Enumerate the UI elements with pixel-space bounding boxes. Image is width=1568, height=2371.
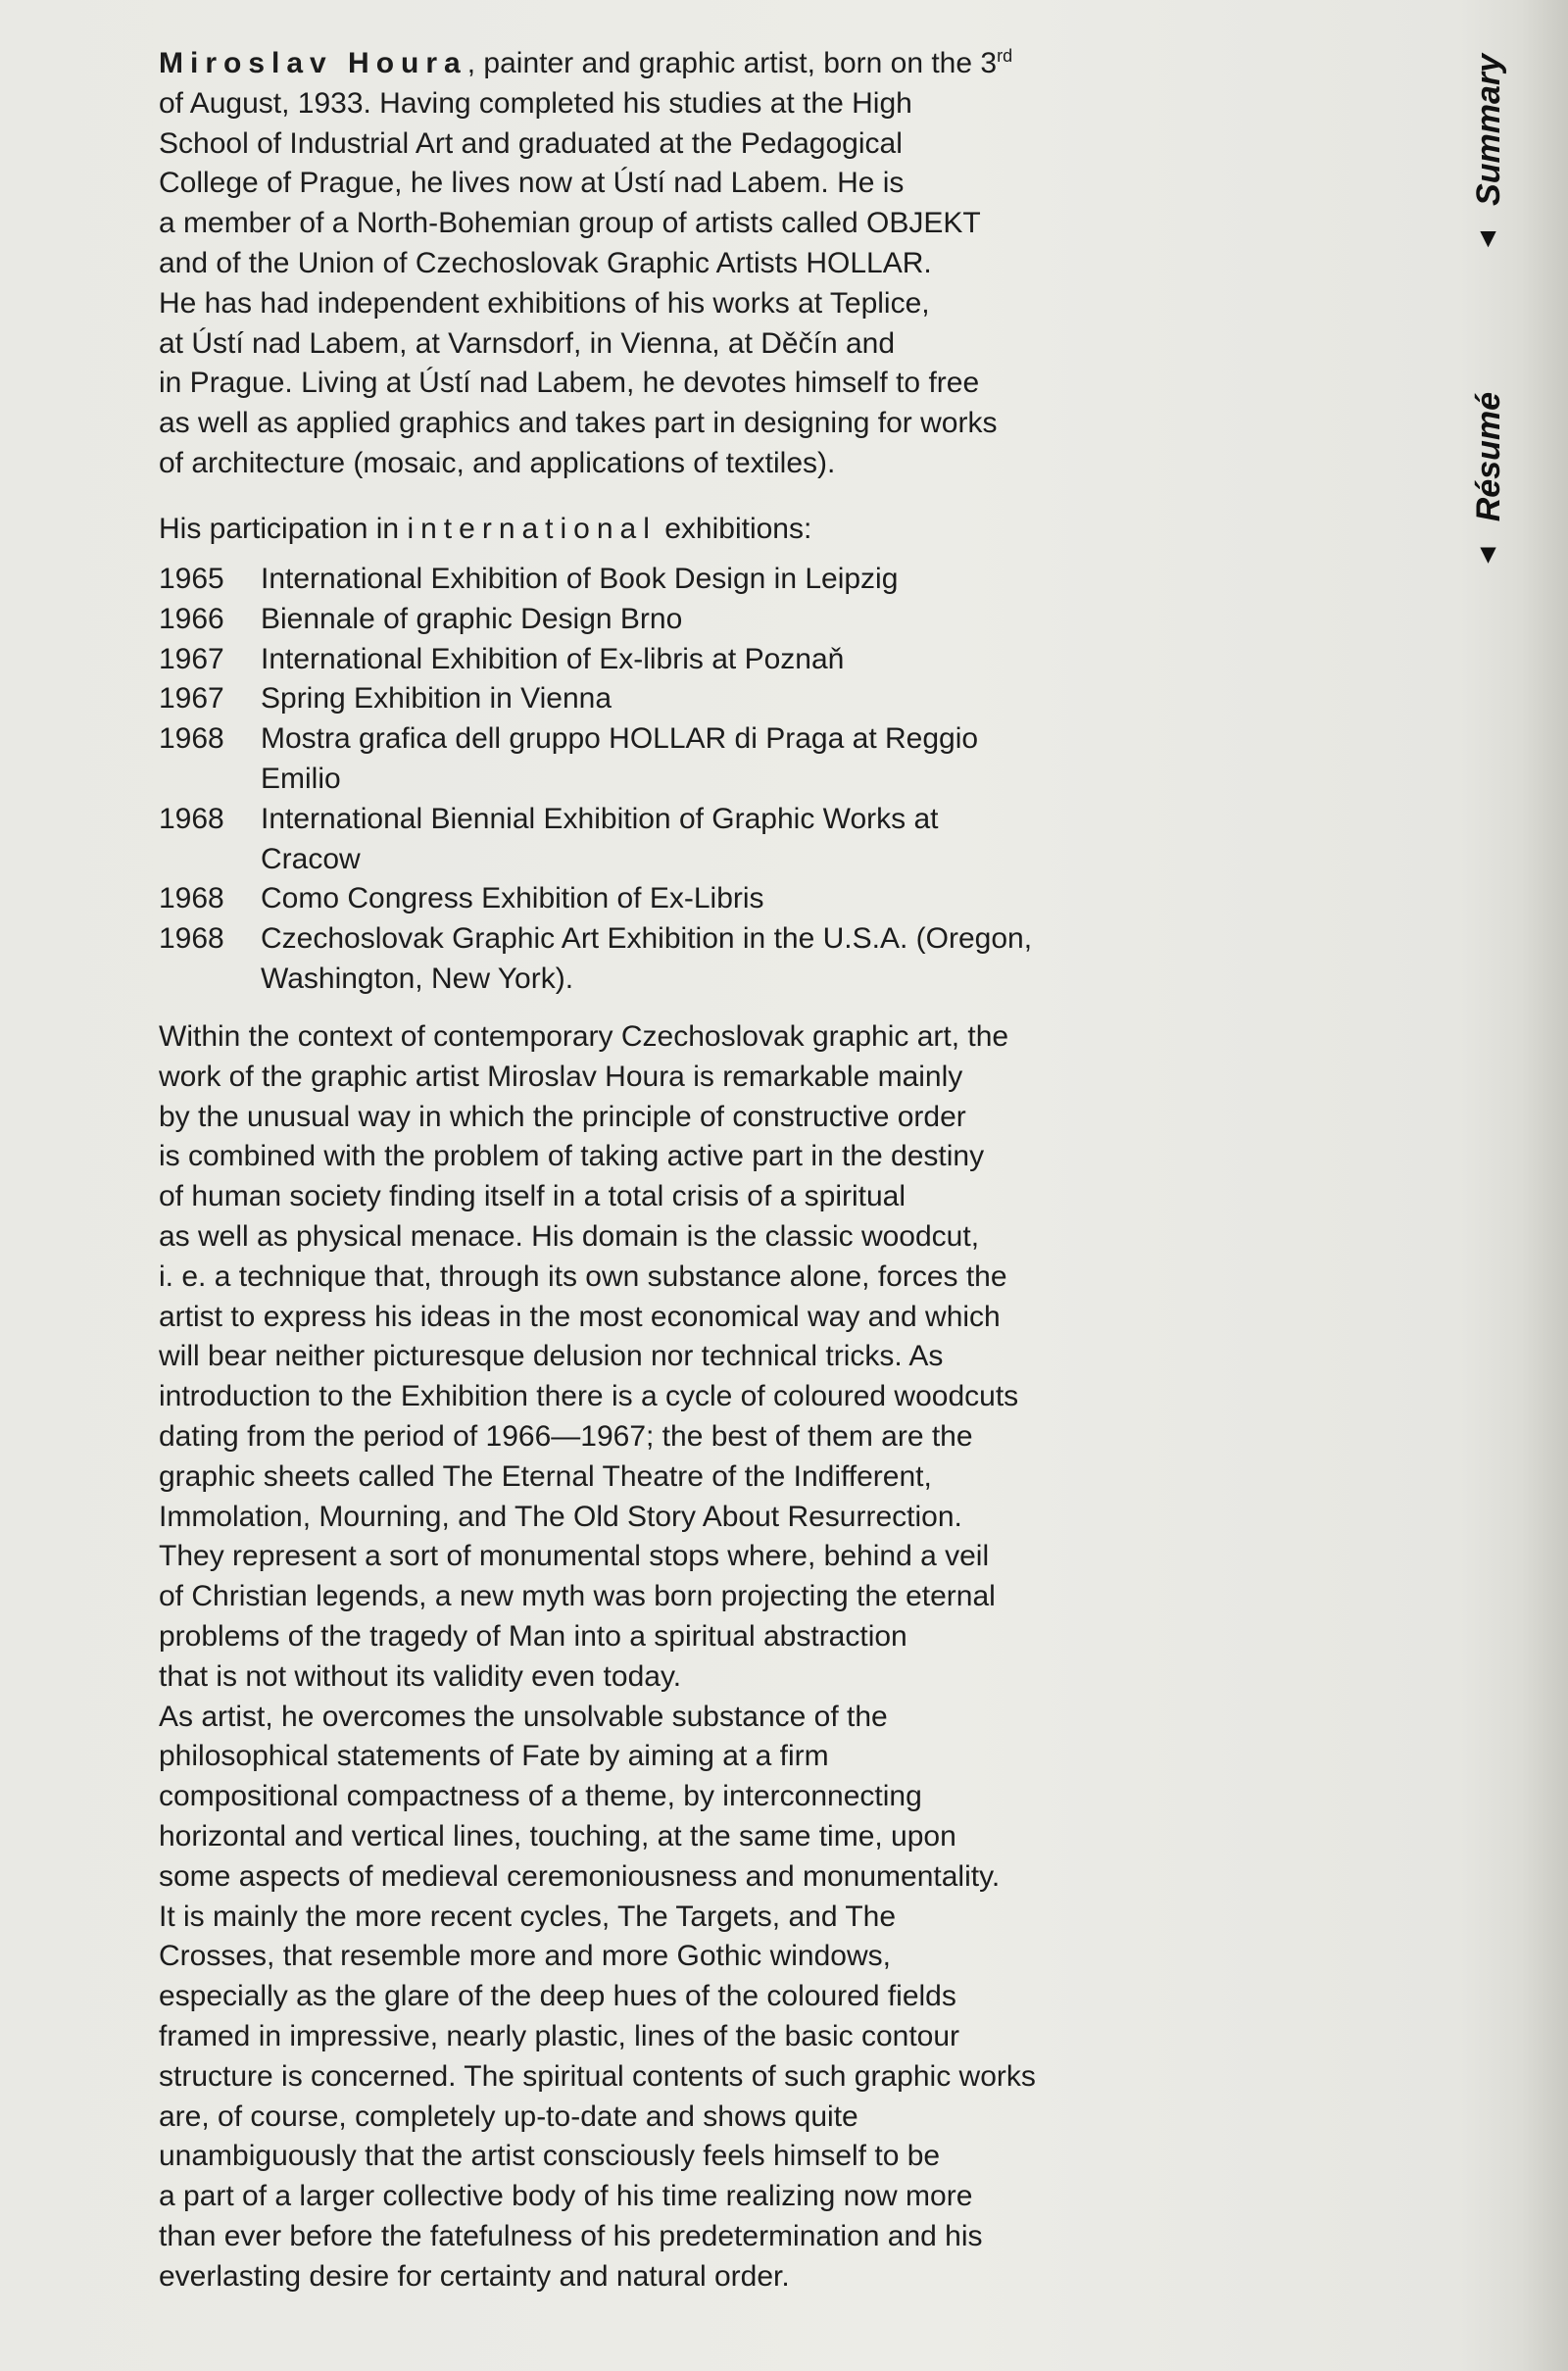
essay-line: are, of course, completely up-to-date and shows quite [159, 2099, 858, 2133]
participation-emphasis: international [407, 513, 657, 545]
essay-line: horizontal and vertical lines, touching, at the same time, upon [159, 1819, 956, 1852]
side-label-summary [1470, 54, 1508, 256]
bio-line: College of Prague, he lives now at Ústí nad Labem. He is [159, 167, 905, 200]
essay-line: is combined with the problem of taking active part in the destiny [159, 1140, 985, 1173]
exhibition-title-line: Washington, New York). [261, 962, 574, 995]
essay-line: than ever before the fatefulness of his predetermination and his [159, 2219, 983, 2252]
ordinal-suffix: rd [997, 46, 1013, 66]
essay-line: Immolation, Mourning, and The Old Story About Resurrection. [159, 1500, 962, 1533]
essay-line: of Christian legends, a new myth was born projecting the eternal [159, 1580, 996, 1613]
essay-line: of human society finding itself in a total crisis of a spiritual [159, 1180, 906, 1213]
essay-line: philosophical statements of Fate by aiming at a firm [159, 1740, 829, 1773]
essay-paragraph [159, 1017, 1036, 2297]
essay-line: some aspects of medieval ceremoniousness and monumentality. [159, 1859, 1001, 1893]
exhibition-year: 1968 [159, 882, 224, 915]
essay-line: framed in impressive, nearly plastic, lines of the basic contour [159, 2019, 960, 2052]
essay-line: everlasting desire for certainty and natural order. [159, 2259, 790, 2293]
resume-label: Résumé [1470, 392, 1507, 522]
exhibition-title [261, 800, 938, 880]
participation-suffix: exhibitions: [656, 513, 812, 545]
exhibition-title-line: Czechoslovak Graphic Art Exhibition in the U.S.A. (Oregon, [261, 922, 1033, 956]
exhibition-list [159, 560, 1032, 1000]
exhibition-title [261, 640, 844, 680]
participation-heading [159, 510, 811, 550]
triangle-marker-icon: ▲ [1473, 541, 1503, 572]
exhibition-item [159, 640, 1032, 680]
essay-line: compositional compactness of a theme, by interconnecting [159, 1780, 922, 1813]
bio-line: He has had independent exhibitions of his works at Teplice, [159, 286, 930, 320]
essay-line: by the unusual way in which the principle of constructive order [159, 1100, 966, 1133]
essay-line: dating from the period of 1966—1967; the best of them are the [159, 1419, 973, 1453]
essay-line: especially as the glare of the deep hues of the coloured fields [159, 1980, 956, 2013]
essay-line: As artist, he overcomes the unsolvable substance of the [159, 1700, 888, 1733]
triangle-marker-icon: ▲ [1473, 224, 1503, 256]
essay-line: problems of the tragedy of Man into a spiritual abstraction [159, 1619, 907, 1653]
exhibition-year: 1967 [159, 682, 224, 716]
exhibition-title [261, 719, 978, 800]
exhibition-item [159, 879, 1032, 919]
exhibition-title-line: Spring Exhibition in Vienna [261, 682, 612, 716]
exhibition-title-line: Mostra grafica dell gruppo HOLLAR di Praga at Reggio [261, 722, 979, 756]
exhibition-title [261, 919, 1032, 1000]
side-label-resume [1470, 392, 1508, 571]
essay-line: Crosses, that resemble more and more Gothic windows, [159, 1940, 891, 1973]
exhibition-title [261, 600, 682, 640]
exhibition-year: 1968 [159, 722, 224, 756]
exhibition-title-line: Biennale of graphic Design Brno [261, 602, 683, 635]
exhibition-year: 1966 [159, 602, 224, 635]
exhibition-title-line: Como Congress Exhibition of Ex-Libris [261, 882, 764, 915]
bio-line: and of the Union of Czechoslovak Graphic Artists HOLLAR. [159, 246, 932, 279]
exhibition-title-line: International Exhibition of Ex-libris at Poznaň [261, 642, 845, 675]
essay-line: will bear neither picturesque delusion nor technical tricks. As [159, 1340, 944, 1373]
exhibition-year: 1967 [159, 642, 224, 675]
exhibition-item [159, 719, 1032, 800]
exhibition-title-line: Emilio [261, 762, 341, 795]
essay-line: as well as physical menace. His domain is the classic woodcut, [159, 1219, 980, 1253]
essay-line: i. e. a technique that, through its own substance alone, forces the [159, 1260, 1007, 1293]
essay-line: that is not without its validity even today. [159, 1659, 682, 1693]
exhibition-title [261, 879, 764, 919]
exhibition-item [159, 600, 1032, 640]
participation-prefix: His participation in [159, 513, 408, 545]
exhibition-title [261, 679, 612, 719]
exhibition-title-line: International Biennial Exhibition of Graphic Works at [261, 802, 939, 835]
bio-paragraph [159, 44, 1012, 484]
exhibition-item [159, 800, 1032, 880]
exhibition-title-line: Cracow [261, 842, 361, 875]
exhibition-title-line: International Exhibition of Book Design in Leipzig [261, 563, 899, 595]
bio-line: a member of a North-Bohemian group of artists called OBJEKT [159, 207, 981, 240]
bio-line: at Ústí nad Labem, at Varnsdorf, in Vienna, at Děčín and [159, 326, 896, 360]
summary-label: Summary [1470, 54, 1507, 206]
exhibition-title [261, 560, 898, 600]
essay-line: It is mainly the more recent cycles, The Targets, and The [159, 1900, 897, 1933]
essay-line: They represent a sort of monumental stops where, behind a veil [159, 1540, 990, 1573]
essay-line: work of the graphic artist Miroslav Houra is remarkable mainly [159, 1060, 963, 1093]
essay-line: Within the context of contemporary Czechoslovak graphic art, the [159, 1020, 1009, 1053]
bio-line: as well as applied graphics and takes part in designing for works [159, 407, 998, 440]
exhibition-item [159, 679, 1032, 719]
exhibition-item [159, 560, 1032, 600]
bio-line: of August, 1933. Having completed his studies at the High [159, 86, 912, 120]
artist-name: Miroslav Houra [159, 47, 467, 79]
bio-text: , painter and graphic artist, born on the 3 [466, 47, 998, 79]
exhibition-year: 1968 [159, 922, 224, 956]
bio-line: of architecture (mosaic, and applications of textiles). [159, 446, 836, 479]
essay-line: a part of a larger collective body of his time realizing now more [159, 2180, 973, 2213]
essay-line: introduction to the Exhibition there is a cycle of coloured woodcuts [159, 1380, 1019, 1413]
essay-line: unambiguously that the artist consciously feels himself to be [159, 2140, 941, 2173]
exhibition-item [159, 919, 1032, 1000]
essay-line: graphic sheets called The Eternal Theatre of the Indifferent, [159, 1459, 932, 1493]
essay-line: artist to express his ideas in the most economical way and which [159, 1300, 1001, 1333]
essay-line: structure is concerned. The spiritual contents of such graphic works [159, 2059, 1036, 2093]
exhibition-year: 1965 [159, 563, 224, 595]
exhibition-year: 1968 [159, 802, 224, 835]
bio-line [159, 44, 1012, 84]
bio-line: School of Industrial Art and graduated at the Pedagogical [159, 126, 903, 160]
bio-line: in Prague. Living at Ústí nad Labem, he devotes himself to free [159, 367, 980, 400]
